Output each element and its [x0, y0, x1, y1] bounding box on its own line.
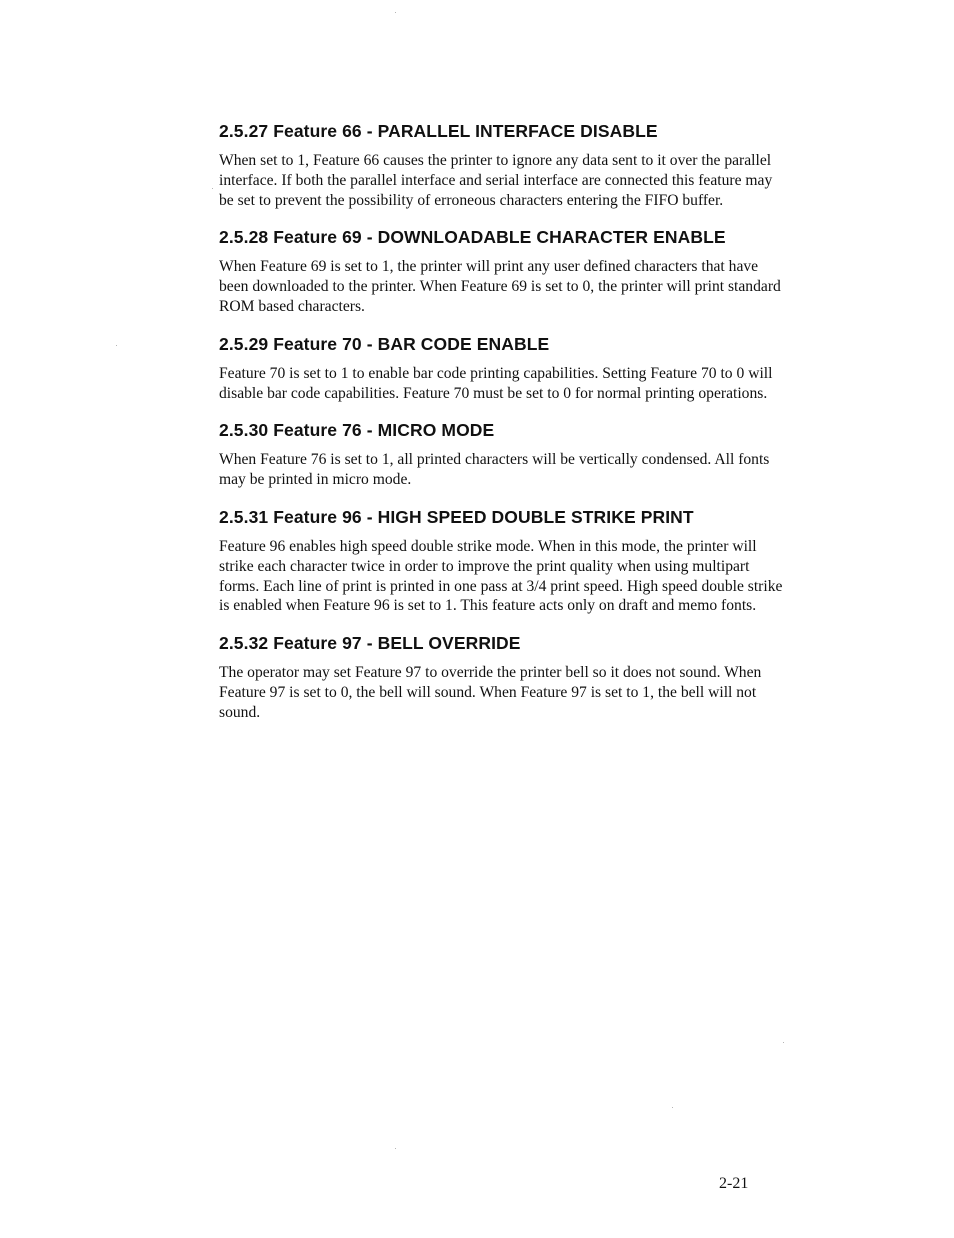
- section-feature-66: [219, 120, 789, 210]
- scan-speck: [212, 188, 213, 189]
- section-heading: 2.5.28 Feature 69 - DOWNLOADABLE CHARACTER ENABLE: [219, 227, 726, 248]
- page-content: [219, 120, 789, 739]
- section-body: Feature 70 is set to 1 to enable bar code printing capabilities. Setting Feature 70 to 0 will disable bar code capabilities. Feature 70 must be set to 0 for normal printing operations.: [219, 364, 773, 402]
- page-number: 2-21: [719, 1175, 749, 1192]
- section-heading: 2.5.30 Feature 76 - MICRO MODE: [219, 420, 495, 441]
- section-heading: 2.5.31 Feature 96 - HIGH SPEED DOUBLE STRIKE PRINT: [219, 506, 694, 527]
- section-heading: 2.5.27 Feature 66 - PARALLEL INTERFACE DISABLE: [219, 121, 658, 141]
- section-body: When set to 1, Feature 66 causes the printer to ignore any data sent to it over the parallel interface. If both the parallel interface and serial interface are connected this feature may be set to prevent the possibility of erroneous characters entering the FIFO buffer.: [219, 152, 773, 209]
- section-heading: 2.5.29 Feature 70 - BAR CODE ENABLE: [219, 333, 550, 354]
- section-feature-76: [219, 419, 789, 490]
- scan-speck: [783, 1042, 784, 1043]
- section-feature-96: [219, 506, 789, 616]
- section-feature-97: [219, 632, 789, 722]
- section-body: The operator may set Feature 97 to override the printer bell so it does not sound. When Feature 97 is set to 0, the bell will sound. When Feature 97 is set to 1, the bell will not sound.: [219, 664, 762, 721]
- section-body: Feature 96 enables high speed double strike mode. When in this mode, the printer will strike each character twice in order to improve the print quality when using multipart forms. Each line of print is printed in one pass at 3/4 print speed. High speed double strike is enabled when Feature 96 is set to 1. This feature acts only on draft and memo fonts.: [219, 537, 783, 615]
- section-heading: 2.5.32 Feature 97 - BELL OVERRIDE: [219, 633, 521, 654]
- scan-speck: [395, 12, 396, 13]
- scan-speck: [116, 345, 117, 346]
- scan-speck: [395, 1148, 396, 1149]
- section-feature-69: [219, 226, 789, 316]
- section-body: When Feature 69 is set to 1, the printer will print any user defined characters that have been downloaded to the printer. When Feature 69 is set to 0, the printer will print standard ROM based characters.: [219, 258, 781, 315]
- scan-speck: [672, 1107, 673, 1108]
- section-body: When Feature 76 is set to 1, all printed characters will be vertically condensed. All fonts may be printed in micro mode.: [219, 451, 770, 489]
- section-feature-70: [219, 333, 789, 404]
